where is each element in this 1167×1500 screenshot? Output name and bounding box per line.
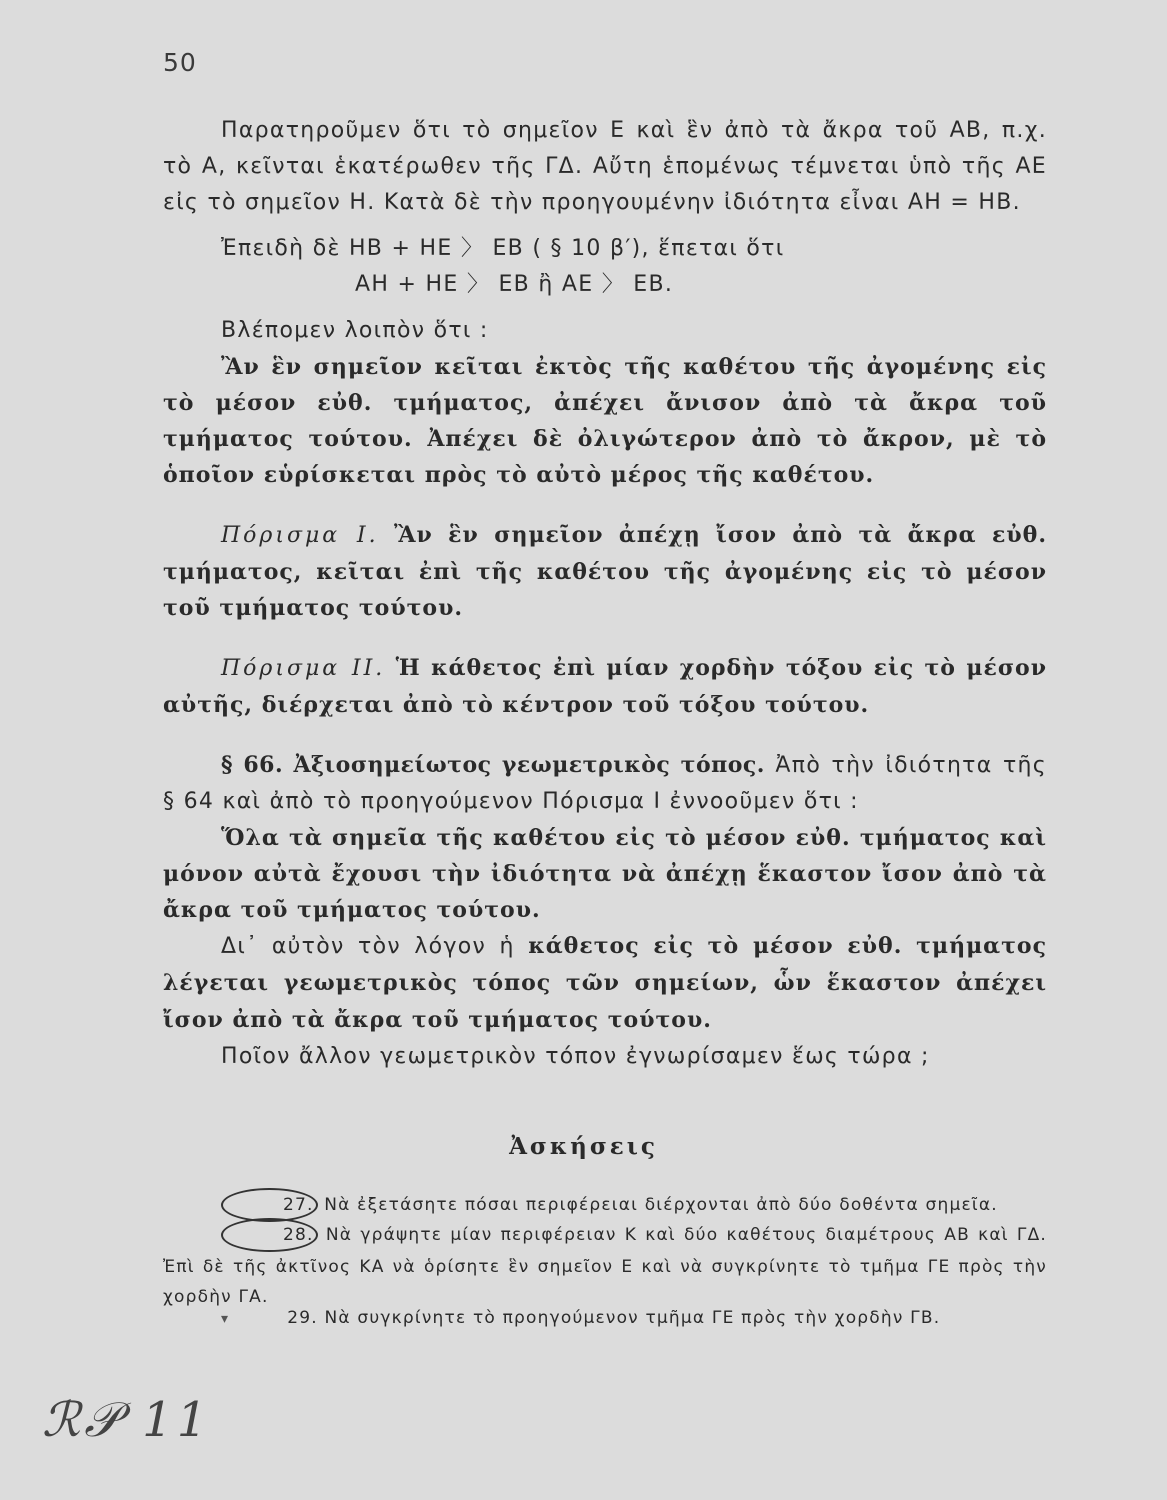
equation-line: ΑΗ + ΗΕ 〉 ΕΒ ἢ ΑΕ 〉 ΕΒ. [355,272,674,297]
exercise-28-text: Νὰ γράψητε μίαν περιφέρειαν Κ καὶ δύο καθέτους διαμέτρους ΑΒ καὶ ΓΔ. Ἐπὶ δὲ τῆς ἀκτῖνος ΚΑ νὰ ὁρίσητε ἓν σημεῖον Ε καὶ νὰ συγκρίνητε τὸ τμῆμα ΓΕ πρὸς τὴν χορδὴν ΓΑ. [163,1225,1048,1307]
bullet-mark-icon: ▾ [221,1311,230,1327]
corollary-2-text: Ἡ κάθετος ἐπὶ μίαν χορδὴν τόξου εἰς τὸ μέσον αὐτῆς, διέρχεται ἀπὸ τὸ κέντρον τοῦ τόξου τούτου. [163,655,1047,718]
corollary-1-label: Πόρισμα Ι. [221,523,379,548]
exercise-29 [163,1303,1047,1334]
handwritten-annotation: ℛ𝒫 11 [42,1392,212,1448]
corollary-2 [163,650,1047,723]
locus-definition-bold: κάθετος εἰς τὸ μέσον εὐθ. τμήματος λέγεται γεωμετρικὸς τόπος τῶν σημείων, ὧν ἕκαστον ἀπέχει ἴσον ἀπὸ τὰ ἄκρα τοῦ τμήματος τούτου. [163,933,1047,1033]
exercises-heading: Ἀσκήσεις [509,1133,658,1160]
exercise-29-text: Νὰ συγκρίνητε τὸ προηγούμενον τμῆμα ΓΕ πρὸς τὴν χορδὴν ΓΒ. [324,1308,941,1328]
locus-definition [163,928,1047,1039]
exercise-27 [163,1188,1047,1222]
corollary-2-label: Πόρισμα ΙΙ. [221,656,386,681]
section-66 [163,747,1047,820]
corollary-1-text: Ἂν ἓν σημεῖον ἀπέχῃ ἴσον ἀπὸ τὰ ἄκρα εὐθ. τμήματος, κεῖται ἐπὶ τῆς καθέτου τῆς ἀγομένης εἰς τὸ μέσον τοῦ τμήματος τούτου. [163,522,1047,621]
paragraph-conclusion-intro: Βλέπομεν λοιπὸν ὅτι : [221,318,489,343]
theorem-statement: Ἂν ἓν σημεῖον κεῖται ἐκτὸς τῆς καθέτου τῆς ἀγομένης εἰς τὸ μέσον εὐθ. τμήματος, ἀπέχει ἄνισον ἀπὸ τὰ ἄκρα τοῦ τμήματος τούτου. Ἀπέχει δὲ ὀλιγώτερον ἀπὸ τὸ ἄκρον, μὲ τὸ ὁποῖον εὑρίσκεται πρὸς τὸ αὐτὸ μέρος τῆς καθέτου. [163,354,1047,488]
exercise-29-number: 29. [287,1308,318,1328]
locus-statement: Ὅλα τὰ σημεῖα τῆς καθέτου εἰς τὸ μέσον εὐθ. τμήματος καὶ μόνον αὐτὰ ἔχουσι τὴν ἰδιότητα νὰ ἀπέχῃ ἕκαστον ἴσον ἀπὸ τὰ ἄκρα τοῦ τμήματος τούτου. [163,825,1047,923]
paragraph-inequality: Ἐπειδὴ δὲ ΗΒ + ΗΕ 〉 ΕΒ ( § 10 β′), ἕπεται ὅτι [221,236,785,261]
exercise-27-text: Νὰ ἐξετάσητε πόσαι περιφέρειαι διέρχονται ἀπὸ δύο δοθέντα σημεῖα. [324,1195,998,1215]
paragraph-observation: Παρατηροῦμεν ὅτι τὸ σημεῖον Ε καὶ ἓν ἀπὸ τὰ ἄκρα τοῦ ΑΒ, π.χ. τὸ Α, κεῖνται ἑκατέρωθεν τῆς ΓΔ. Αὔτη ἑπομένως τέμνεται ὑπὸ τῆς ΑΕ εἰς τὸ σημεῖον Η. Κατὰ δὲ τὴν προηγουμένην ἰδιότητα εἶναι ΑΗ = ΗΒ. [163,118,1047,215]
section-66-title: § 66. Ἀξιοσημείωτος γεωμετρικὸς τόπος. [221,752,765,778]
corollary-1 [163,517,1047,626]
main-text [163,113,1047,1075]
exercise-27-number: 27. [221,1188,318,1222]
exercise-28 [163,1218,1047,1312]
locus-definition-intro: Δι᾽ αὐτὸν τὸν λόγον ἡ [221,934,529,959]
question-line: Ποῖον ἄλλον γεωμετρικὸν τόπον ἐγνωρίσαμεν ἕως τώρα ; [221,1044,930,1069]
section-66-text: Ἀπὸ τὴν ἰδιότητα τῆς § 64 καὶ ἀπὸ τὸ προηγούμενον Πόρισμα Ι ἐννοοῦμεν ὅτι : [163,753,1047,814]
exercise-28-number: 28. [221,1218,318,1252]
page-number: 50 [163,48,197,77]
